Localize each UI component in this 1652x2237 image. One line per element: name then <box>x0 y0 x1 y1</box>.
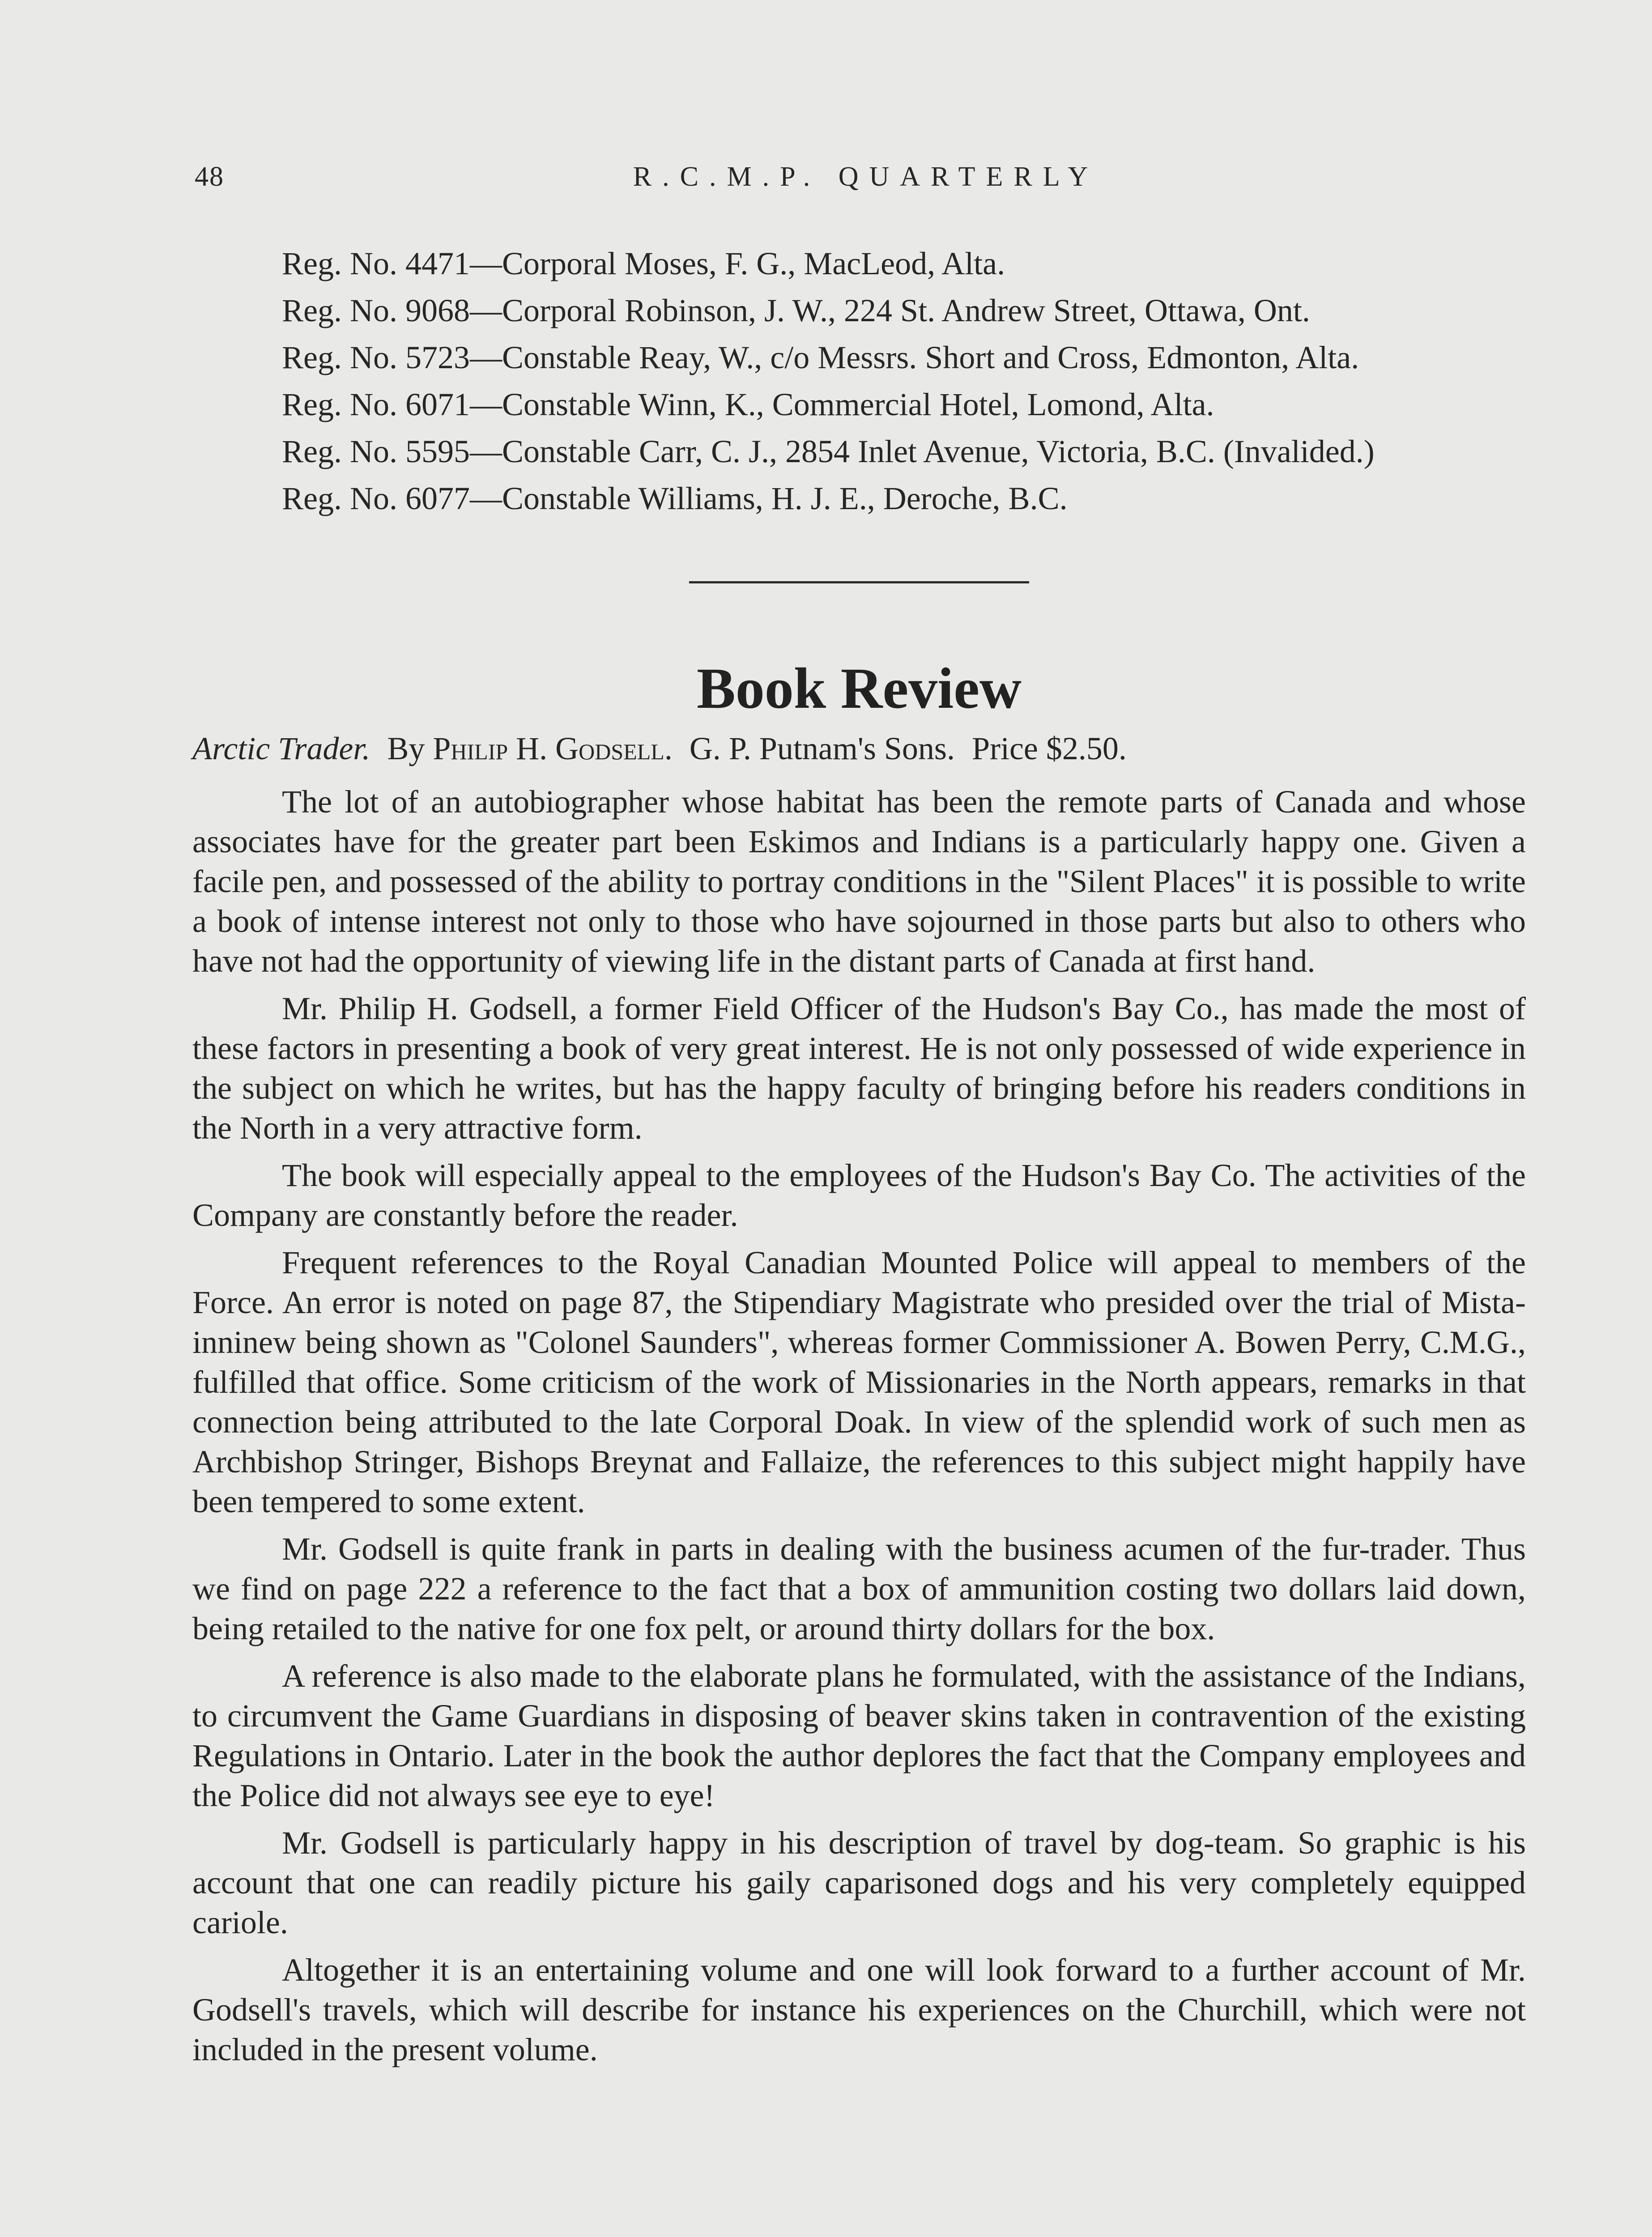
book-title: Arctic Trader. <box>192 731 370 766</box>
review-body <box>192 782 1526 2070</box>
review-paragraph: Mr. Philip H. Godsell, a former Field Officer of the Hudson's Bay Co., has made the most of these factors in presenting a book of very great interest. He is not only possessed of wide experience in the subject on which he writes, but has the happy faculty of bringing before his readers conditions in the North in a very attractive form. <box>192 991 1526 1146</box>
page-number: 48 <box>195 162 224 192</box>
review-paragraph: The book will especially appeal to the employees of the Hudson's Bay Co. The activities of the Company are constantly before the reader. <box>192 1157 1526 1233</box>
page-header <box>195 161 1537 206</box>
book-publisher: G. P. Putnam's Sons. <box>689 731 955 766</box>
registration-list <box>192 244 1526 519</box>
page-content <box>192 244 1526 2077</box>
section-divider <box>689 581 1029 583</box>
registration-entry: Reg. No. 4471—Corporal Moses, F. G., MacLeod, Alta. <box>282 246 1005 281</box>
book-citation <box>192 729 1526 769</box>
book-review-heading: Book Review <box>697 656 1022 721</box>
review-paragraph: Mr. Godsell is particularly happy in his description of travel by dog-team. So graphic is his account that one can readily picture his gaily caparisoned dogs and his very completely equipped cariole. <box>192 1825 1526 1940</box>
review-paragraph: Altogether it is an entertaining volume and one will look forward to a further account of Mr. Godsell's travels, which will describe for instance his experiences on the Churchill, which were not included in the present volume. <box>192 1952 1526 2067</box>
review-paragraph: A reference is also made to the elaborate plans he formulated, with the assistance of the Indians, to circumvent the Game Guardians in disposing of beaver skins taken in contravention of the existing Regulations in Ontario. Later in the book the author deplores the fact that the Company employees and the Police did not always see eye to eye! <box>192 1658 1526 1813</box>
registration-entry: Reg. No. 5595—Constable Carr, C. J., 2854 Inlet Avenue, Victoria, B.C. (Invalided.) <box>282 434 1375 469</box>
registration-entry: Reg. No. 9068—Corporal Robinson, J. W., 224 St. Andrew Street, Ottawa, Ont. <box>282 293 1310 328</box>
running-head: R.C.M.P. QUARTERLY <box>633 162 1099 192</box>
book-price: Price $2.50. <box>971 731 1127 766</box>
book-author: Philip H. Godsell. <box>433 731 673 766</box>
registration-entry: Reg. No. 6071—Constable Winn, K., Commercial Hotel, Lomond, Alta. <box>282 387 1214 422</box>
registration-entry: Reg. No. 6077—Constable Williams, H. J. E., Deroche, B.C. <box>282 481 1068 516</box>
review-paragraph: The lot of an autobiographer whose habitat has been the remote parts of Canada and whose associates have for the greater part been Eskimos and Indians is a particularly happy one. Given a facile pen, and possessed of the ability to portray conditions in the "Silent Places" it is possible to write a book of intense interest not only to those who have sojourned in those parts but also to others who have not had the opportunity of viewing life in the distant parts of Canada at first hand. <box>192 784 1526 979</box>
author-prefix: By <box>387 731 425 766</box>
review-paragraph: Mr. Godsell is quite frank in parts in dealing with the business acumen of the fur-trader. Thus we find on page 222 a reference to the fact that a box of ammunition costing two dollars laid down, being retailed to the native for one fox pelt, or around thirty dollars for the box. <box>192 1531 1526 1646</box>
registration-entry: Reg. No. 5723—Constable Reay, W., c/o Messrs. Short and Cross, Edmonton, Alta. <box>282 340 1359 375</box>
review-paragraph: Frequent references to the Royal Canadian Mounted Police will appeal to members of the Force. An error is noted on page 87, the Stipendiary Magistrate who presided over the trial of Mista-inninew being shown as "Colonel Saunders", whereas former Commissioner A. Bowen Perry, C.M.G., fulfilled that office. Some criticism of the work of Missionaries in the North appears, remarks in that connection being attributed to the late Corporal Doak. In view of the splendid work of such men as Archbishop Stringer, Bishops Breynat and Fallaize, the references to this subject might happily have been tempered to some extent. <box>192 1245 1526 1519</box>
